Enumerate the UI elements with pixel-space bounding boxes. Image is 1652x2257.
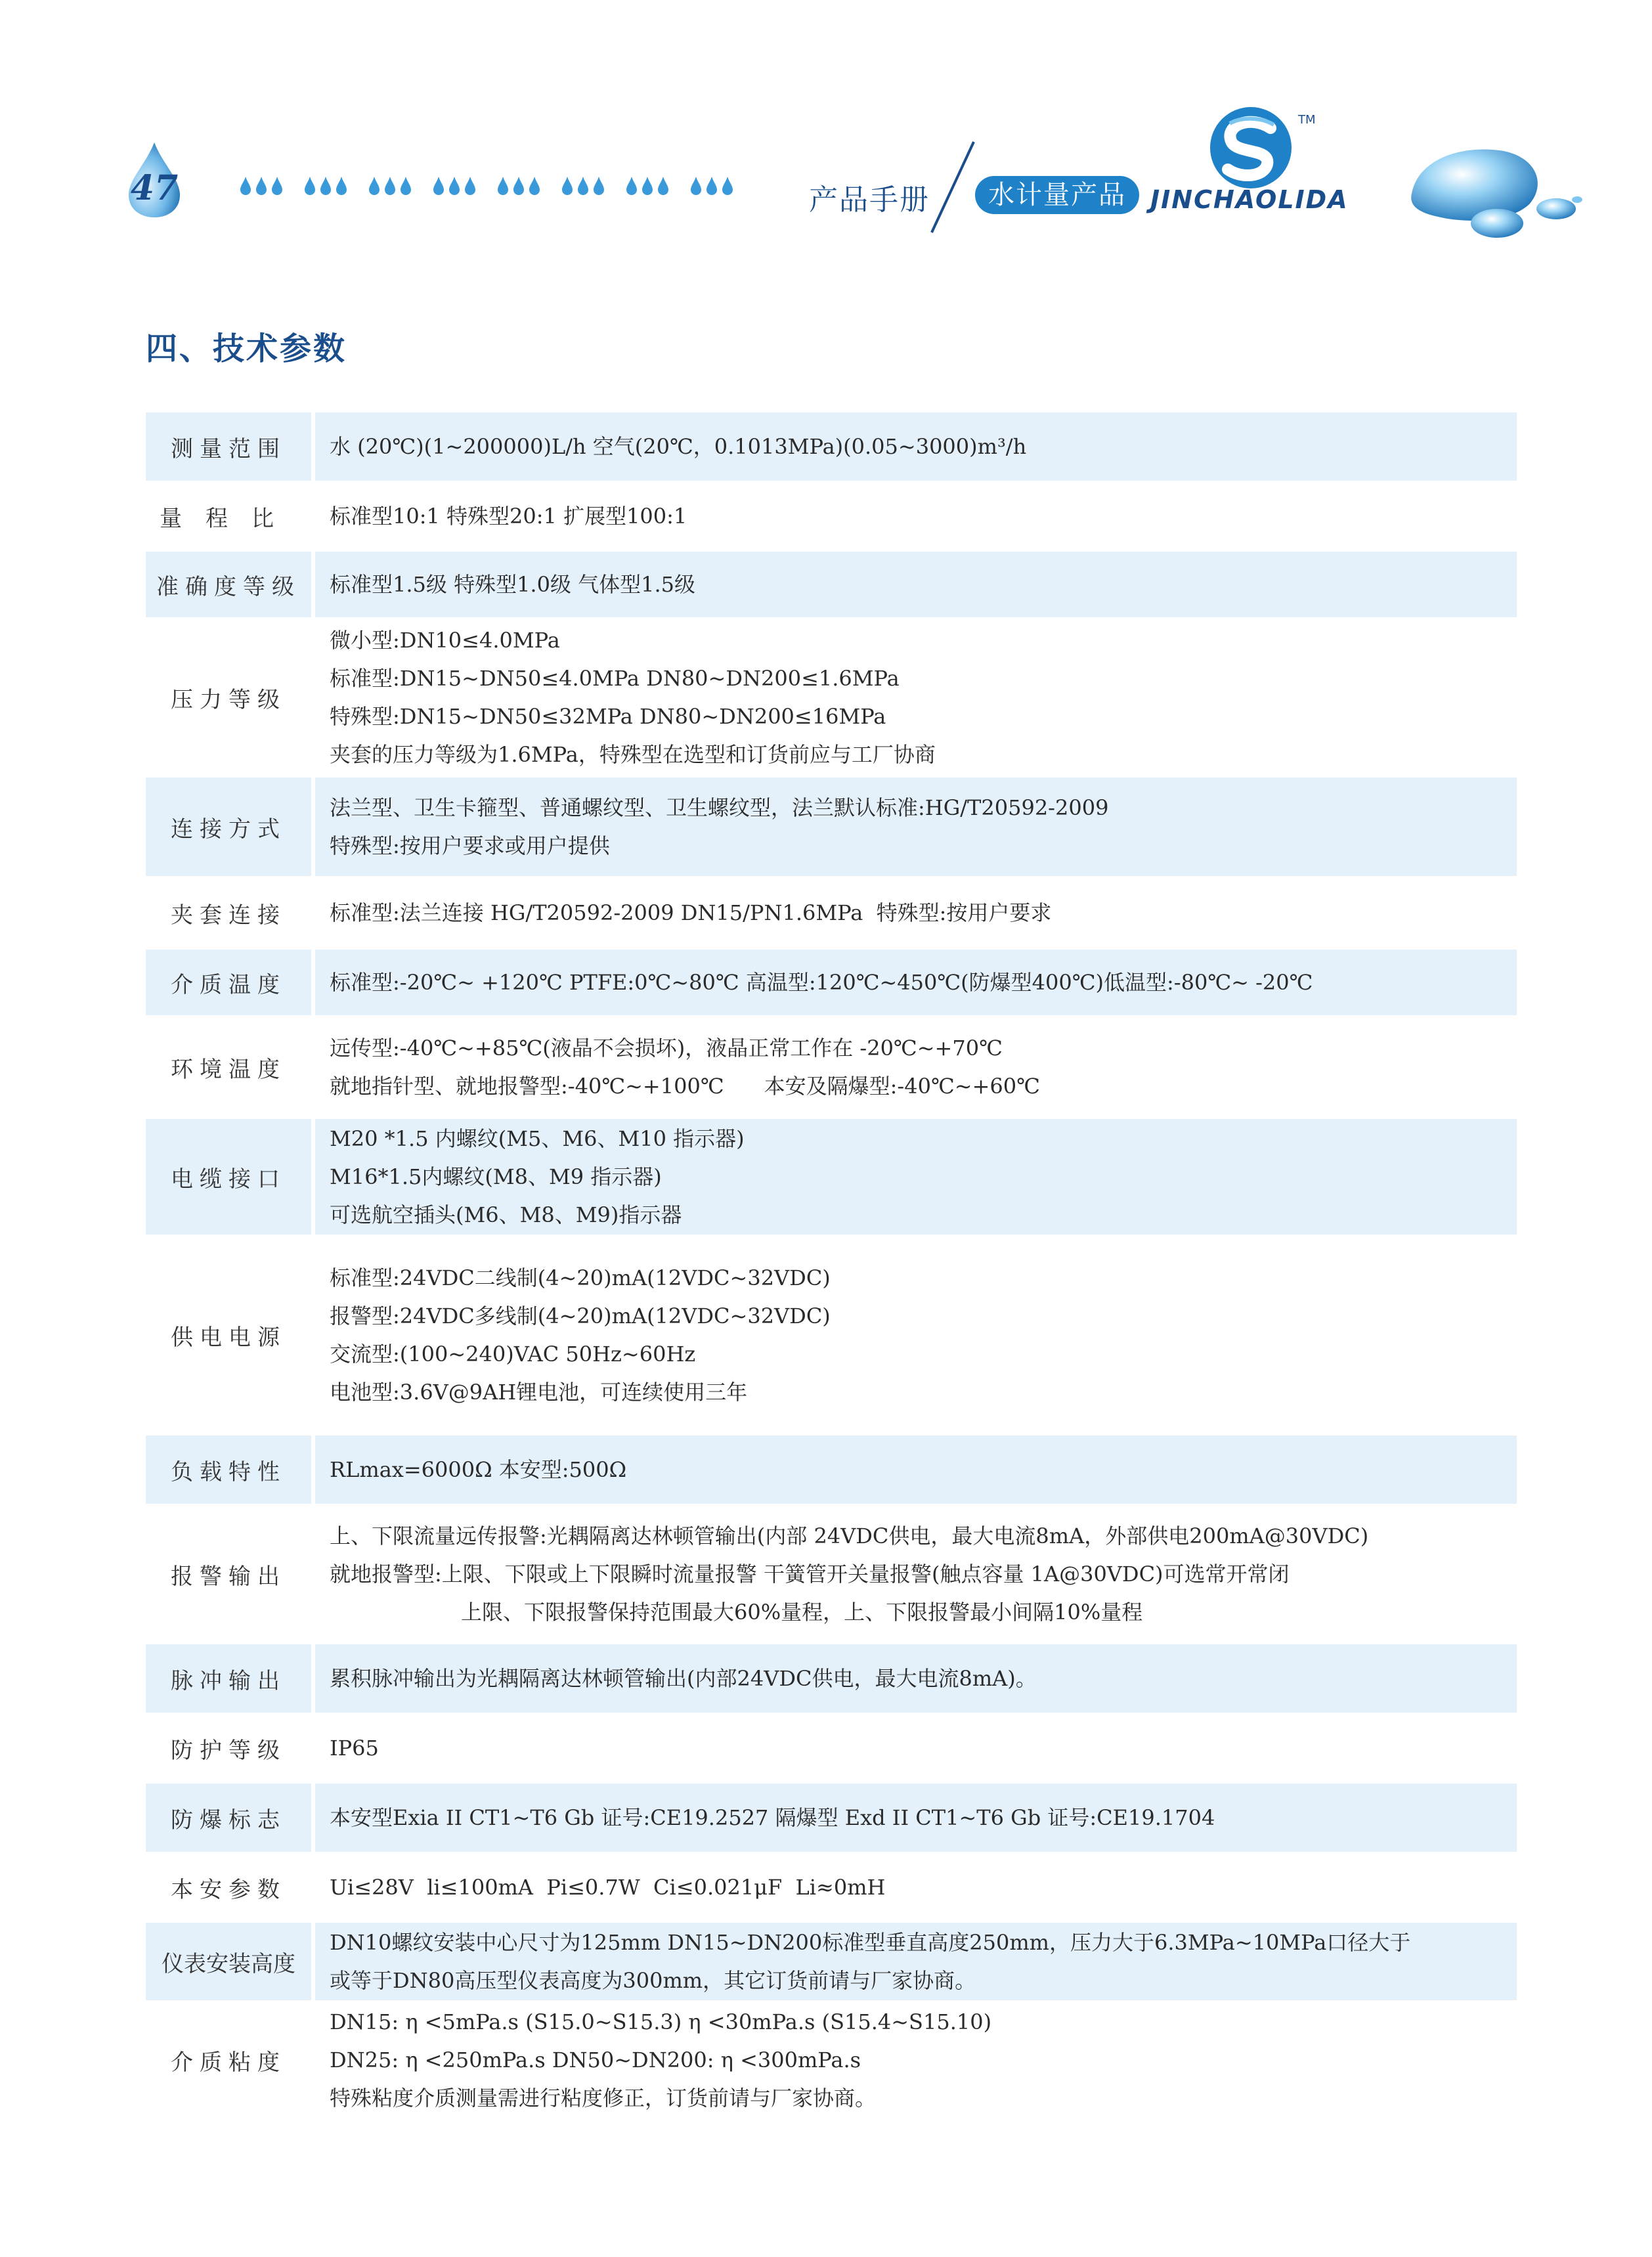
spec-value-line: 夹套的压力等级为1.6MPa，特殊型在选型和订货前应与工厂协商 (330, 742, 936, 767)
spec-label: 本安参数 (146, 1854, 315, 1920)
spec-label: 环境温度 (146, 1018, 315, 1116)
spec-label: 负载特性 (146, 1435, 315, 1504)
spec-value (315, 1644, 1517, 1713)
spec-value (315, 2003, 1517, 2117)
spec-value-line: 标准型:DN15~DN50≤4.0MPa DN80~DN200≤1.6MPa (330, 666, 900, 691)
spec-value (315, 1715, 1517, 1781)
spec-value-line: 或等于DN80高压型仪表高度为300mm，其它订货前请与厂家协商。 (330, 1968, 976, 1993)
spec-value-line: 上、下限流量远传报警:光耦隔离达林顿管输出(内部 24VDC供电，最大电流8mA，外部供电200mA@30VDC) (330, 1523, 1369, 1548)
spec-label: 量程比 (146, 483, 315, 549)
mini-drop-icon (626, 176, 638, 196)
spec-row (146, 1644, 1517, 1713)
trademark-symbol: TM (1298, 113, 1316, 127)
mini-drop-icon (384, 176, 396, 196)
drop-group (561, 176, 605, 196)
spec-value-line: 累积脉冲输出为光耦隔离达林顿管输出(内部24VDC供电，最大电流8mA)。 (330, 1666, 1037, 1691)
spec-value-line: 交流型:(100~240)VAC 50Hz~60Hz (330, 1342, 696, 1367)
spec-value (315, 1923, 1517, 2000)
spec-value-line: 可选航空插头(M6、M8、M9)指示器 (330, 1202, 682, 1227)
spec-row (146, 1923, 1517, 2000)
water-splash-icon (1405, 131, 1582, 243)
spec-value-line: 就地指针型、就地报警型:-40℃~+100℃ 本安及隔爆型:-40℃~+60℃ (330, 1074, 1040, 1099)
page-number: 47 (130, 168, 179, 208)
spec-value (315, 1119, 1517, 1235)
spec-label: 仪表安装高度 (146, 1923, 315, 2000)
mini-drop-icon (336, 176, 347, 196)
spec-label: 准确度等级 (146, 552, 315, 617)
spec-value-line: 微小型:DN10≤4.0MPa (330, 628, 560, 653)
mini-drop-icon (240, 176, 251, 196)
drop-group (368, 176, 412, 196)
mini-drop-icon (255, 176, 267, 196)
spec-value-line: 就地报警型:上限、下限或上下限瞬时流量报警 干簧管开关量报警(触点容量 1A@30VDC)可选常开常闭 (330, 1562, 1290, 1587)
mini-drop-icon (368, 176, 380, 196)
spec-label: 介质温度 (146, 950, 315, 1015)
spec-table (146, 410, 1517, 2120)
mini-drop-icon (722, 176, 733, 196)
spec-value (315, 778, 1517, 876)
brand-name: JINCHAOLIDA (1150, 185, 1349, 214)
spec-label: 电缆接口 (146, 1119, 315, 1235)
spec-value (315, 1018, 1517, 1116)
mini-drop-icon (577, 176, 589, 196)
spec-row (146, 552, 1517, 617)
spec-value-line: 水 (20℃)(1~200000)L/h 空气(20℃，0.1013MPa)(0.05~3000)m³/h (330, 434, 1027, 459)
spec-value-line: 特殊型:DN15~DN50≤32MPa DN80~DN200≤16MPa (330, 704, 886, 729)
divider-slash (923, 138, 982, 236)
spec-row (146, 1119, 1517, 1235)
spec-value (315, 950, 1517, 1015)
spec-value (315, 1506, 1517, 1642)
spec-row (146, 1784, 1517, 1852)
spec-row (146, 620, 1517, 775)
section-title: 四、技术参数 (146, 330, 347, 367)
drop-group (304, 176, 347, 196)
spec-row (146, 879, 1517, 947)
mini-drop-icon (706, 176, 718, 196)
spec-value-line: DN25: η <250mPa.s DN50~DN200: η <300mPa.s (330, 2048, 861, 2072)
spec-value-line: 电池型:3.6V@9AH锂电池，可连续使用三年 (330, 1380, 748, 1405)
mini-drop-icon (464, 176, 476, 196)
spec-label: 防护等级 (146, 1715, 315, 1781)
spec-value-line: 标准型:法兰连接 HG/T20592-2009 DN15/PN1.6MPa 特殊型:按用户要求 (330, 900, 1052, 925)
spec-value (315, 1435, 1517, 1504)
spec-row (146, 1237, 1517, 1433)
mini-drop-icon (657, 176, 669, 196)
mini-drop-icon (513, 176, 525, 196)
spec-value-line: Ui≤28V li≤100mA Pi≤0.7W Ci≤0.021μF Li≈0mH (330, 1875, 886, 1900)
spec-value-line: RLmax=6000Ω 本安型:500Ω (330, 1457, 627, 1482)
mini-drop-icon (304, 176, 316, 196)
spec-value-line: 特殊粘度介质测量需进行粘度修正，订货前请与厂家协商。 (330, 2086, 877, 2111)
spec-value-line: 标准型:24VDC二线制(4~20)mA(12VDC~32VDC) (330, 1265, 831, 1290)
spec-value-line: 标准型1.5级 特殊型1.0级 气体型1.5级 (330, 572, 696, 597)
spec-value (315, 620, 1517, 775)
spec-value-line: 上限、下限报警保持范围最大60%量程，上、下限报警最小间隔10%量程 (461, 1600, 1143, 1625)
spec-value-line: 法兰型、卫生卡箍型、普通螺纹型、卫生螺纹型，法兰默认标准:HG/T20592-2009 (330, 795, 1109, 820)
spec-value (315, 879, 1517, 947)
spec-row (146, 1715, 1517, 1781)
spec-row (146, 2003, 1517, 2117)
spec-value-line: 本安型Exia II CT1~T6 Gb 证号:CE19.2527 隔爆型 Exd II CT1~T6 Gb 证号:CE19.1704 (330, 1805, 1215, 1830)
mini-drop-icon (320, 176, 332, 196)
drop-group (497, 176, 540, 196)
spec-value-line: DN10螺纹安装中心尺寸为125mm DN15~DN200标准型垂直高度250mm，压力大于6.3MPa~10MPa口径大于 (330, 1930, 1411, 1955)
spec-row (146, 1506, 1517, 1642)
mini-drop-icon (400, 176, 412, 196)
mini-drop-icon (448, 176, 460, 196)
spec-value-line: IP65 (330, 1736, 379, 1761)
mini-drop-icon (593, 176, 605, 196)
spec-value (315, 483, 1517, 549)
spec-label: 连接方式 (146, 778, 315, 876)
spec-value (315, 412, 1517, 481)
spec-row (146, 1435, 1517, 1504)
mini-drop-icon (497, 176, 509, 196)
spec-row (146, 412, 1517, 481)
mini-drop-icon (433, 176, 445, 196)
category-badge: 水计量产品 (975, 176, 1139, 214)
drop-group (626, 176, 669, 196)
spec-value-line: M16*1.5内螺纹(M8、M9 指示器) (330, 1164, 662, 1189)
spec-row (146, 950, 1517, 1015)
spec-label: 介质粘度 (146, 2003, 315, 2117)
spec-row (146, 778, 1517, 876)
mini-drop-icon (641, 176, 653, 196)
manual-label: 产品手册 (809, 183, 930, 217)
spec-value-line: M20 *1.5 内螺纹(M5、M6、M10 指示器) (330, 1126, 745, 1151)
mini-drop-icon (690, 176, 702, 196)
spec-label: 脉冲输出 (146, 1644, 315, 1713)
drop-group (240, 176, 283, 196)
spec-value-line: 标准型10:1 特殊型20:1 扩展型100:1 (330, 504, 687, 529)
spec-value (315, 552, 1517, 617)
spec-value (315, 1784, 1517, 1852)
spec-label: 夹套连接 (146, 879, 315, 947)
mini-drop-icon (529, 176, 540, 196)
spec-row (146, 1854, 1517, 1920)
page-header (0, 0, 1652, 263)
drop-group (433, 176, 476, 196)
drop-group (690, 176, 733, 196)
spec-row (146, 483, 1517, 549)
spec-value-line: 远传型:-40℃~+85℃(液晶不会损坏)，液晶正常工作在 -20℃~+70℃ (330, 1036, 1003, 1061)
spec-label: 供电电源 (146, 1237, 315, 1433)
spec-label: 报警输出 (146, 1506, 315, 1642)
spec-label: 测量范围 (146, 412, 315, 481)
spec-value-line: 特殊型:按用户要求或用户提供 (330, 833, 610, 858)
spec-value-line: 标准型:-20℃~ +120℃ PTFE:0℃~80℃ 高温型:120℃~450℃(防爆型400℃)低温型:-80℃~ -20℃ (330, 970, 1313, 995)
spec-value (315, 1854, 1517, 1920)
spec-value (315, 1237, 1517, 1433)
spec-label: 防爆标志 (146, 1784, 315, 1852)
decorative-drop-row (240, 176, 754, 196)
spec-value-line: DN15: η <5mPa.s (S15.0~S15.3) η <30mPa.s (S15.4~S15.10) (330, 2009, 992, 2034)
mini-drop-icon (271, 176, 283, 196)
spec-row (146, 1018, 1517, 1116)
mini-drop-icon (561, 176, 573, 196)
spec-label: 压力等级 (146, 620, 315, 775)
spec-value-line: 报警型:24VDC多线制(4~20)mA(12VDC~32VDC) (330, 1304, 831, 1328)
